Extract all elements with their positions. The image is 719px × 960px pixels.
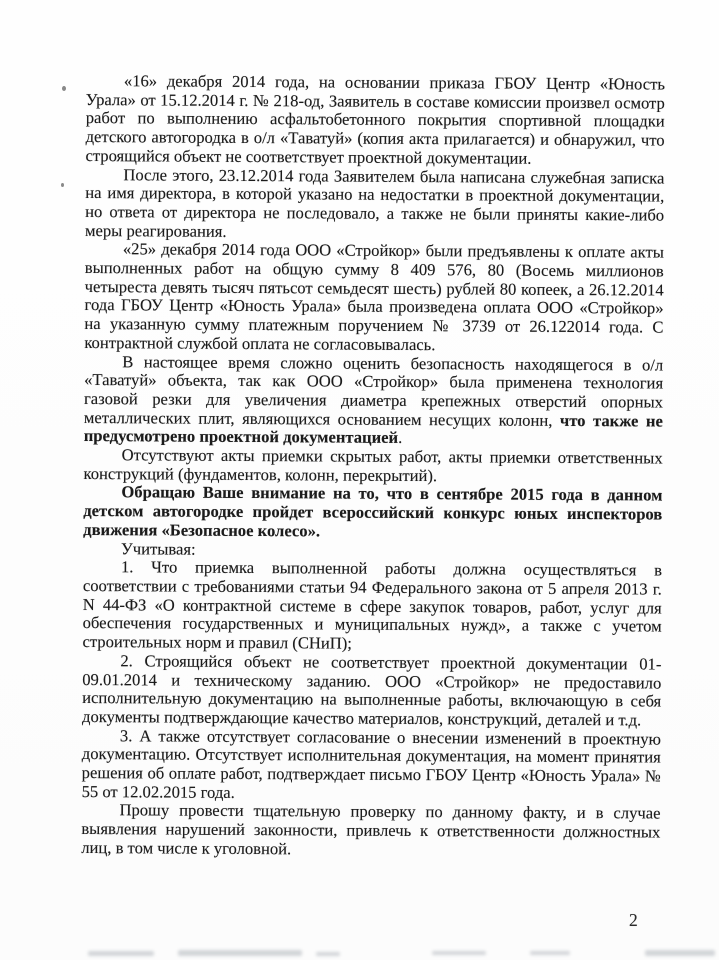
scan-artifact — [88, 951, 154, 956]
paragraph — [83, 483, 662, 543]
scan-artifact — [432, 951, 486, 955]
bold-text-run: Обращаю Ваше внимание на то, что в сентябре 2015 года в данном детском автогородке пройдет всероссийский конкурс юных инспекторов движения «Безопасное колесо». — [83, 482, 663, 541]
paragraph — [84, 353, 664, 450]
paragraph — [84, 240, 664, 356]
text-run: Учитывая: — [121, 538, 196, 559]
scan-artifact — [316, 952, 340, 956]
text-run: Отсутствуют акты приемки скрытых работ, акты приемки ответственных конструкций (фундаментов, колонн, перекрытий). — [83, 445, 663, 485]
paragraph — [82, 727, 661, 805]
document-body — [81, 72, 665, 861]
text-run: «16» декабря 2014 года, на основании приказа ГБОУ Центр «Юность Урала» от 15.12.2014 г. № 218-од, Заявитель в составе комиссии произвел осмотр работ по выполнению асфальтобетонного покрытия спортивной площадки детского автогородка в о/л «Таватуй» (копия акта прилагается) и обнаружил, что строящийся объект не соответствует проектной документации. — [85, 71, 665, 168]
paragraph — [83, 446, 662, 487]
paragraph — [85, 72, 665, 169]
text-run: «25» декабря 2014 года ООО «Стройкор» были предъявлены к оплате акты выполненных работ на общую сумму 8 409 576, 80 (Восемь миллионов четыреста девять тысяч пятьсот семьдесят шесть) рублей 80 копеек, а 26.12.2014 года ГБОУ Центр «Юность Урала» была произведена оплата ООО «Стройкор» на указанную сумму платежным поручением № 3739 от 26.122014 года. С контрактной службой оплата не согласовывалась. — [84, 239, 664, 354]
paragraph — [82, 558, 662, 655]
bold-text-run: что также не предусмотрено проектной документацией — [83, 410, 663, 448]
scan-speck — [61, 183, 64, 187]
text-run: После этого, 23.12.2014 года Заявителем была написана служебная записка на имя директора, в которой указано на недостатки в проектной документации, но ответа от директора не последовало, а также не были приняты какие-либо меры реагирования. — [84, 164, 665, 241]
text-run: 3. А также отсутствует согласование о внесении изменений в проектную документацию. Отсутствует исполнительная документация, на момент принятия решения об оплате работ, подтверждает письмо ГБОУ Центр «Юность Урала» № 55 от 12.02.2015 года. — [81, 725, 661, 802]
scan-artifact — [530, 951, 570, 955]
paragraph — [85, 166, 664, 244]
scan-artifact — [178, 950, 302, 956]
scan-speck — [62, 86, 66, 91]
text-run: 2. Строящийся объект не соответствует проектной документации 01-09.01.2014 и техническому заданию. ООО «Стройкор» не предоставило исполнительную документацию на выполненные работы, включающую в себя документы подтверждающие качество материалов, конструкций, деталей и т.д. — [82, 651, 662, 730]
text-run: Прошу провести тщательную проверку по данному факту, и в случае выявления нарушений законности, привлечь к ответственности должностных лиц, в том числе к уголовной. — [81, 800, 661, 859]
text-run: 1. Что приемка выполненной работы должна осуществляться в соответствии с требованиями статьи 94 Федерального закона от 5 апреля 2013 г. N 44-ФЗ «О контрактной системе в сфере закупок товаров, работ, услуг для обеспечения государственных и муниципальных нужд», а также с учетом строительных норм и правил (СНиП); — [82, 557, 663, 653]
scan-artifact — [645, 950, 715, 956]
page-number: 2 — [629, 910, 638, 930]
paragraph — [82, 652, 661, 730]
text-run: В настоящее время сложно оценить безопасность находящегося в о/л «Таватуй» объекта, так как ООО «Стройкор» была применена технология газовой резки для увеличения диаметра крепежных отверстий опорных металлических плит, являющихся основанием несущих колонн, — [83, 351, 664, 430]
text-run: . — [398, 428, 403, 448]
paragraph — [81, 801, 660, 861]
